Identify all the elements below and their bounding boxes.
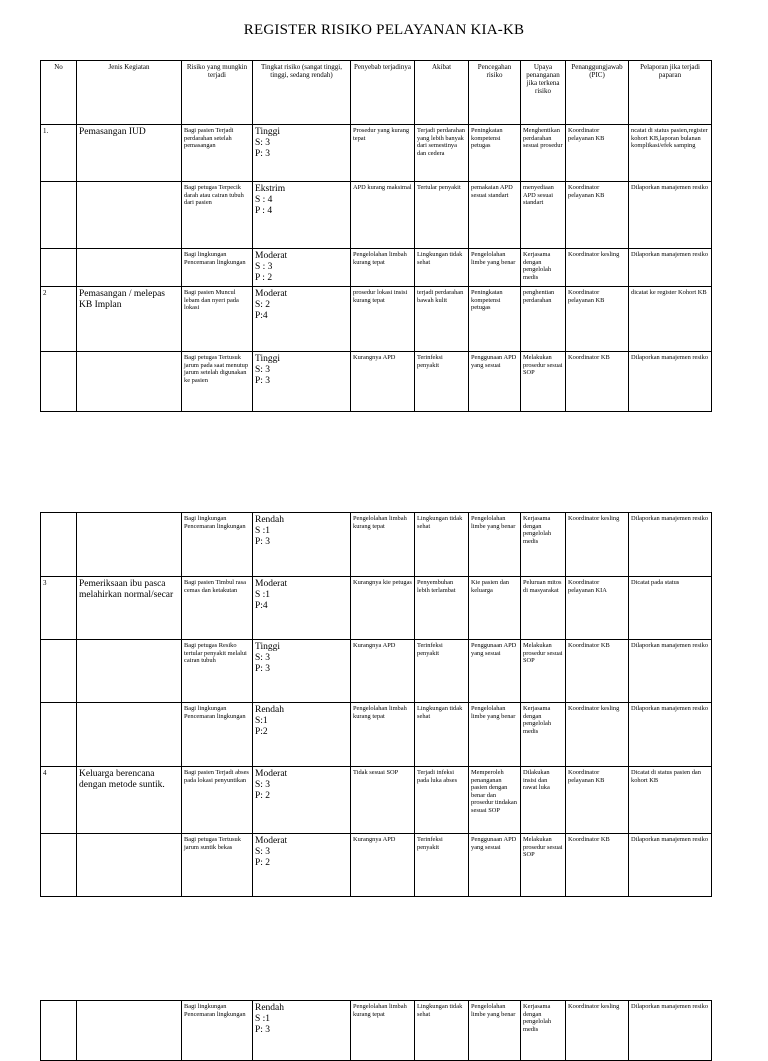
cell-tingkat-risiko bbox=[253, 1001, 351, 1061]
table-row bbox=[41, 513, 712, 577]
cell-pencegahan: Pengelolahan limbe yang benar bbox=[469, 1001, 521, 1061]
cell-akibat: Lingkungan tidak sehat bbox=[415, 703, 469, 767]
tingkat-tingkat: Rendah bbox=[255, 515, 285, 525]
tingkat-p: P:4 bbox=[255, 601, 268, 611]
cell-penyebab: Tidak sesuai SOP bbox=[351, 767, 415, 834]
table-row bbox=[41, 834, 712, 897]
header-jenis-kegiatan: Jenis Kegiatan bbox=[77, 61, 182, 125]
header-penyebab: Penyebab terjadinya bbox=[351, 61, 415, 125]
cell-pencegahan: Pengelolahan limbe yang benar bbox=[469, 249, 521, 287]
cell-pic: Koordinator KB bbox=[566, 640, 629, 703]
cell-tingkat-risiko bbox=[253, 767, 351, 834]
table-row bbox=[41, 703, 712, 767]
cell-risiko: Bagi petugas Tertusuk jarum pada saat menutup jarum setelah digunakan ke pasien bbox=[182, 352, 253, 412]
cell-risiko: Bagi pasien Terjadi abses pada lokasi penyuntikan bbox=[182, 767, 253, 834]
cell-no bbox=[41, 513, 77, 577]
table-row bbox=[41, 577, 712, 640]
cell-upaya: penghentian perdarahan bbox=[521, 287, 566, 352]
cell-jenis-kegiatan: Pemasangan IUD bbox=[77, 125, 182, 182]
cell-pelaporan: Dilaporkan manajemen resiko bbox=[629, 513, 712, 577]
cell-risiko: Bagi lingkungan Pencemaran lingkungan bbox=[182, 249, 253, 287]
cell-jenis-kegiatan: Keluarga berencana dengan metode suntik. bbox=[77, 767, 182, 834]
tingkat-p: P: 3 bbox=[255, 537, 271, 547]
header-risiko: Risiko yang mungkin terjadi bbox=[182, 61, 253, 125]
cell-risiko: Bagi pasien Terjadi perdarahan setelah pemasangan bbox=[182, 125, 253, 182]
cell-tingkat-risiko bbox=[253, 834, 351, 897]
tingkat-p: P: 3 bbox=[255, 1025, 271, 1035]
tingkat-tingkat: Rendah bbox=[255, 1003, 285, 1013]
table-row bbox=[41, 249, 712, 287]
cell-akibat: terjadi perdarahan bawah kulit bbox=[415, 287, 469, 352]
cell-penyebab: Kurangnya APD bbox=[351, 834, 415, 897]
cell-akibat: Terinfeksi penyakit bbox=[415, 834, 469, 897]
tingkat-tingkat: Moderat bbox=[255, 836, 288, 846]
cell-penyebab: Kurangnya kie petugas bbox=[351, 577, 415, 640]
cell-pelaporan: Dilaporkan manajemen resiko bbox=[629, 1001, 712, 1061]
cell-upaya: Melakukan prosedur sesuai SOP bbox=[521, 640, 566, 703]
cell-no bbox=[41, 182, 77, 249]
tingkat-tingkat: Tinggi bbox=[255, 642, 280, 652]
tingkat-tingkat: Tinggi bbox=[255, 354, 280, 364]
cell-pencegahan: Penggunaan APD yang sesuai bbox=[469, 640, 521, 703]
cell-pelaporan: Dilaporkan manajemen resiko bbox=[629, 834, 712, 897]
document-title: REGISTER RISIKO PELAYANAN KIA-KB bbox=[243, 22, 525, 38]
cell-pencegahan: Peningkatan kompetensi petugas bbox=[469, 125, 521, 182]
cell-risiko: Bagi pasien Muncul lebam dan nyeri pada lokasi bbox=[182, 287, 253, 352]
cell-pelaporan: Dilaporkan manajemen resiko bbox=[629, 249, 712, 287]
table-body bbox=[41, 1001, 712, 1061]
header-pencegahan: Pencegahan risiko bbox=[469, 61, 521, 125]
cell-pic: Koordinator pelayanan KIA bbox=[566, 577, 629, 640]
cell-no: 1. bbox=[41, 125, 77, 182]
cell-akibat: Lingkungan tidak sehat bbox=[415, 513, 469, 577]
tingkat-p: P : 2 bbox=[255, 273, 273, 283]
cell-risiko: Bagi lingkungan Pencemaran lingkungan bbox=[182, 703, 253, 767]
cell-upaya: Menghentikan perdarahan sesuai prosedur bbox=[521, 125, 566, 182]
cell-no bbox=[41, 703, 77, 767]
cell-risiko: Bagi petugas Terpecik darah atau cairan tubuh dari pasien bbox=[182, 182, 253, 249]
table-body bbox=[41, 125, 712, 412]
tingkat-tingkat: Moderat bbox=[255, 769, 288, 779]
cell-upaya: Kerjasama dengan pengelolah medis bbox=[521, 513, 566, 577]
tingkat-p: P:4 bbox=[255, 311, 268, 321]
cell-pic: Koordinator kesling bbox=[566, 249, 629, 287]
tingkat-s: S:1 bbox=[255, 716, 268, 726]
cell-pencegahan: Pengelolahan limbe yang benar bbox=[469, 513, 521, 577]
tingkat-tingkat: Moderat bbox=[255, 251, 288, 261]
tingkat-p: P : 4 bbox=[255, 206, 273, 216]
cell-akibat: Terjadi infeksi pada luka abses bbox=[415, 767, 469, 834]
tingkat-tingkat: Moderat bbox=[255, 289, 288, 299]
cell-pelaporan: Dilaporkan manajemen resiko bbox=[629, 640, 712, 703]
cell-pencegahan: Penggunaan APD yang sesuai bbox=[469, 352, 521, 412]
cell-risiko: Bagi lingkungan Pencemaran lingkungan bbox=[182, 513, 253, 577]
cell-pic: Koordinator KB bbox=[566, 834, 629, 897]
cell-pic: Koordinator pelayanan KB bbox=[566, 767, 629, 834]
tingkat-tingkat: Ekstrim bbox=[255, 184, 286, 194]
cell-no bbox=[41, 640, 77, 703]
cell-tingkat-risiko bbox=[253, 182, 351, 249]
header-tingkat-risiko: Tingkat risiko (sangat tinggi, tinggi, sedang rendah) bbox=[253, 61, 351, 125]
cell-pencegahan: Pengelolahan limbe yang benar bbox=[469, 703, 521, 767]
table-row bbox=[41, 287, 712, 352]
table-row bbox=[41, 1001, 712, 1061]
table-row bbox=[41, 352, 712, 412]
cell-tingkat-risiko bbox=[253, 249, 351, 287]
cell-pencegahan: Kie pasien dan keluarga bbox=[469, 577, 521, 640]
cell-tingkat-risiko bbox=[253, 640, 351, 703]
tingkat-s: S: 2 bbox=[255, 300, 271, 310]
cell-pic: Koordinator pelayanan KB bbox=[566, 182, 629, 249]
header-upaya: Upaya penanganan jika terkena risiko bbox=[521, 61, 566, 125]
cell-jenis-kegiatan bbox=[77, 1001, 182, 1061]
cell-akibat: Terjadi perdarahan yang lebih banyak dari semestinya dan cedera bbox=[415, 125, 469, 182]
tingkat-p: P:2 bbox=[255, 727, 268, 737]
cell-pic: Koordinator kesling bbox=[566, 703, 629, 767]
cell-pic: Koordinator pelayanan KB bbox=[566, 125, 629, 182]
cell-pic: Koordinator kesling bbox=[566, 513, 629, 577]
cell-akibat: Penyembuhan lebih terlambat bbox=[415, 577, 469, 640]
cell-pelaporan: ncatat di status pasien,register kohort KB,laporan bulanan komplikasi/efek samping bbox=[629, 125, 712, 182]
cell-pic: Koordinator kesling bbox=[566, 1001, 629, 1061]
cell-pelaporan: Dilaporkan manajemen resiko bbox=[629, 352, 712, 412]
cell-no bbox=[41, 834, 77, 897]
cell-pic: Koordinator pelayanan KB bbox=[566, 287, 629, 352]
header-no: No bbox=[41, 61, 77, 125]
cell-jenis-kegiatan bbox=[77, 834, 182, 897]
cell-upaya: Melakukan prosedur sesuai SOP bbox=[521, 834, 566, 897]
cell-jenis-kegiatan: Pemasangan / melepas KB Implan bbox=[77, 287, 182, 352]
cell-upaya: Dilakukan insisi dan rawat luka bbox=[521, 767, 566, 834]
tingkat-s: S: 3 bbox=[255, 138, 271, 148]
tingkat-s: S: 3 bbox=[255, 847, 271, 857]
tingkat-s: S: 3 bbox=[255, 653, 271, 663]
tingkat-p: P: 2 bbox=[255, 791, 271, 801]
cell-no: 3 bbox=[41, 577, 77, 640]
risk-register-table-page-2 bbox=[40, 512, 712, 897]
cell-penyebab: APD kurang maksimal bbox=[351, 182, 415, 249]
cell-risiko: Bagi petugas Resiko tertular penyakit melalui cairan tubuh bbox=[182, 640, 253, 703]
cell-pelaporan: Dilaporkan manajemen resiko bbox=[629, 703, 712, 767]
cell-upaya: Peluruan mitos di masyarakat bbox=[521, 577, 566, 640]
cell-pencegahan: pemakaian APD sesuai standart bbox=[469, 182, 521, 249]
cell-pencegahan: Peningkatan kompetensi petugas bbox=[469, 287, 521, 352]
cell-upaya: Kerjasama dengan pengelolah medis bbox=[521, 1001, 566, 1061]
tingkat-p: P: 2 bbox=[255, 858, 271, 868]
cell-pic: Koordinator KB bbox=[566, 352, 629, 412]
tingkat-tingkat: Moderat bbox=[255, 579, 288, 589]
tingkat-s: S : 3 bbox=[255, 262, 273, 272]
tingkat-s: S: 3 bbox=[255, 780, 271, 790]
cell-pelaporan: dicatat ke register Kohort KB bbox=[629, 287, 712, 352]
tingkat-p: P: 3 bbox=[255, 149, 271, 159]
cell-jenis-kegiatan bbox=[77, 249, 182, 287]
cell-upaya: menyediaan APD sesuai standart bbox=[521, 182, 566, 249]
cell-jenis-kegiatan bbox=[77, 513, 182, 577]
tingkat-tingkat: Tinggi bbox=[255, 127, 280, 137]
cell-no bbox=[41, 1001, 77, 1061]
table-row bbox=[41, 182, 712, 249]
cell-no: 4 bbox=[41, 767, 77, 834]
cell-pelaporan: Dicatat di status pasien dan kohort KB bbox=[629, 767, 712, 834]
table-row bbox=[41, 640, 712, 703]
cell-penyebab: Kurangnya APD bbox=[351, 640, 415, 703]
cell-penyebab: Pengelolahan limbah kurang tepat bbox=[351, 513, 415, 577]
table-row bbox=[41, 767, 712, 834]
cell-pencegahan: Penggunaan APD yang sesuai bbox=[469, 834, 521, 897]
cell-tingkat-risiko bbox=[253, 513, 351, 577]
cell-risiko: Bagi lingkungan Pencemaran lingkungan bbox=[182, 1001, 253, 1061]
cell-penyebab: prosedur lokasi insisi kurang tepat bbox=[351, 287, 415, 352]
cell-risiko: Bagi pasien Timbul rasa cemas dan ketakutan bbox=[182, 577, 253, 640]
cell-pelaporan: Dicatat pada status bbox=[629, 577, 712, 640]
cell-penyebab: Prosedur yang kurang tepat bbox=[351, 125, 415, 182]
tingkat-tingkat: Rendah bbox=[255, 705, 285, 715]
cell-risiko: Bagi petugas Tertusuk jarum suntik bekas bbox=[182, 834, 253, 897]
cell-tingkat-risiko bbox=[253, 577, 351, 640]
table-body bbox=[41, 513, 712, 897]
cell-penyebab: Kurangnya APD bbox=[351, 352, 415, 412]
cell-no bbox=[41, 352, 77, 412]
cell-akibat: Terinfeksi penyakit bbox=[415, 640, 469, 703]
tingkat-p: P: 3 bbox=[255, 376, 271, 386]
cell-no bbox=[41, 249, 77, 287]
cell-pelaporan: Dilaporkan manajemen resiko bbox=[629, 182, 712, 249]
cell-jenis-kegiatan bbox=[77, 182, 182, 249]
cell-akibat: Lingkungan tidak sehat bbox=[415, 249, 469, 287]
cell-upaya: Kerjasama dengan pengelolah medis bbox=[521, 249, 566, 287]
risk-register-table-page-1 bbox=[40, 60, 712, 412]
tingkat-p: P: 3 bbox=[255, 664, 271, 674]
cell-jenis-kegiatan bbox=[77, 640, 182, 703]
cell-upaya: Melakukan prosedur sesuai SOP bbox=[521, 352, 566, 412]
risk-register-table-page-3 bbox=[40, 1000, 712, 1061]
tingkat-s: S :1 bbox=[255, 590, 271, 600]
cell-no: 2 bbox=[41, 287, 77, 352]
cell-tingkat-risiko bbox=[253, 287, 351, 352]
header-row bbox=[41, 61, 712, 125]
cell-penyebab: Pengelolahan limbah kurang tepat bbox=[351, 703, 415, 767]
tingkat-s: S :1 bbox=[255, 526, 271, 536]
cell-akibat: Tertular penyakit bbox=[415, 182, 469, 249]
cell-tingkat-risiko bbox=[253, 352, 351, 412]
cell-penyebab: Pengelolahan limbah kurang tepat bbox=[351, 1001, 415, 1061]
cell-jenis-kegiatan: Pemeriksaan ibu pasca melahirkan normal/secar bbox=[77, 577, 182, 640]
table-row bbox=[41, 125, 712, 182]
cell-tingkat-risiko bbox=[253, 703, 351, 767]
header-akibat: Akibat bbox=[415, 61, 469, 125]
tingkat-s: S :1 bbox=[255, 1014, 271, 1024]
cell-penyebab: Pengelolahan limbah kurang tepat bbox=[351, 249, 415, 287]
header-pic: Penanggungjawab (PIC) bbox=[566, 61, 629, 125]
tingkat-s: S: 3 bbox=[255, 365, 271, 375]
cell-jenis-kegiatan bbox=[77, 352, 182, 412]
cell-akibat: Lingkungan tidak sehat bbox=[415, 1001, 469, 1061]
header-pelaporan: Pelaporan jika terjadi paparan bbox=[629, 61, 712, 125]
cell-upaya: Kerjasama dengan pengelolah medis bbox=[521, 703, 566, 767]
cell-akibat: Terinfeksi penyakit bbox=[415, 352, 469, 412]
cell-pencegahan: Memperoleh penanganan pasien dengan benar dan prosedur tindakan sesuai SOP bbox=[469, 767, 521, 834]
cell-tingkat-risiko bbox=[253, 125, 351, 182]
cell-jenis-kegiatan bbox=[77, 703, 182, 767]
tingkat-s: S : 4 bbox=[255, 195, 273, 205]
